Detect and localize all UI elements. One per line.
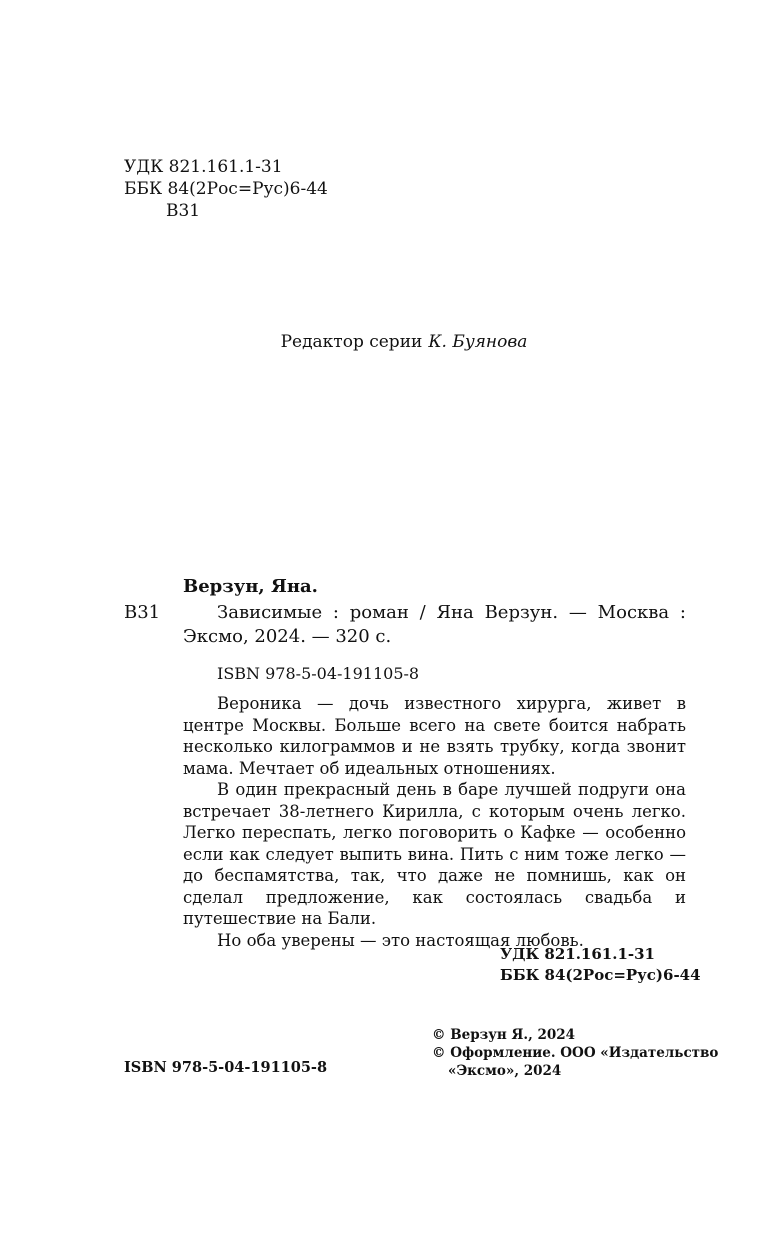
bibliographic-description — [183, 601, 686, 649]
author-heading: Верзун, Яна. — [183, 576, 318, 597]
bibliographic-imprint-line: Эксмо, 2024. — 320 с. — [183, 626, 392, 647]
classification-codes-bottom — [500, 944, 701, 986]
author-mark: В31 — [166, 201, 201, 221]
copyright-author: © Верзун Я., 2024 — [432, 1027, 576, 1043]
annotation-paragraph: В один прекрасный день в баре лучшей подруги она встречает 38-летнего Кирилла, с которым очень легко. Легко переспать, легко поговорить о Кафке — особенно если как следует выпить вина. Пить с ним тоже легко — до беспамятства, так, что даже не помнишь, как он сделал предложение, как состоялась свадьба и путешествие на Бали. — [183, 780, 686, 928]
udk-code-bottom: УДК 821.161.1-31 — [500, 945, 655, 963]
series-editor-name: К. Буянова — [428, 332, 528, 352]
classification-codes-top — [124, 156, 328, 222]
annotation-paragraph: Но оба уверены — это настоящая любовь. — [217, 930, 584, 950]
author-mark-left: В31 — [124, 602, 161, 623]
bbk-code: ББК 84(2Рос=Рус)6-44 — [124, 179, 328, 199]
copyright-design: © Оформление. ООО «Издательство — [432, 1045, 719, 1061]
series-editor-label: Редактор серии — [280, 332, 423, 352]
isbn-bottom: ISBN 978-5-04-191105-8 — [124, 1059, 328, 1076]
copyright-block — [432, 1026, 718, 1080]
bbk-code-bottom: ББК 84(2Рос=Рус)6-44 — [500, 966, 701, 984]
copyright-publisher: «Эксмо», 2024 — [448, 1063, 562, 1079]
series-editor — [0, 331, 768, 353]
bibliographic-title-line: Зависимые : роман / Яна Верзун. — Москва : — [217, 602, 686, 623]
annotation — [183, 693, 686, 951]
isbn: ISBN 978-5-04-191105-8 — [217, 664, 420, 683]
udk-code: УДК 821.161.1-31 — [124, 157, 283, 177]
annotation-paragraph: Вероника — дочь известного хирурга, живет в центре Москвы. Больше всего на свете боится набрать несколько килограммов и не взять трубку, когда звонит мама. Мечтает об идеальных отношениях. — [183, 694, 686, 778]
